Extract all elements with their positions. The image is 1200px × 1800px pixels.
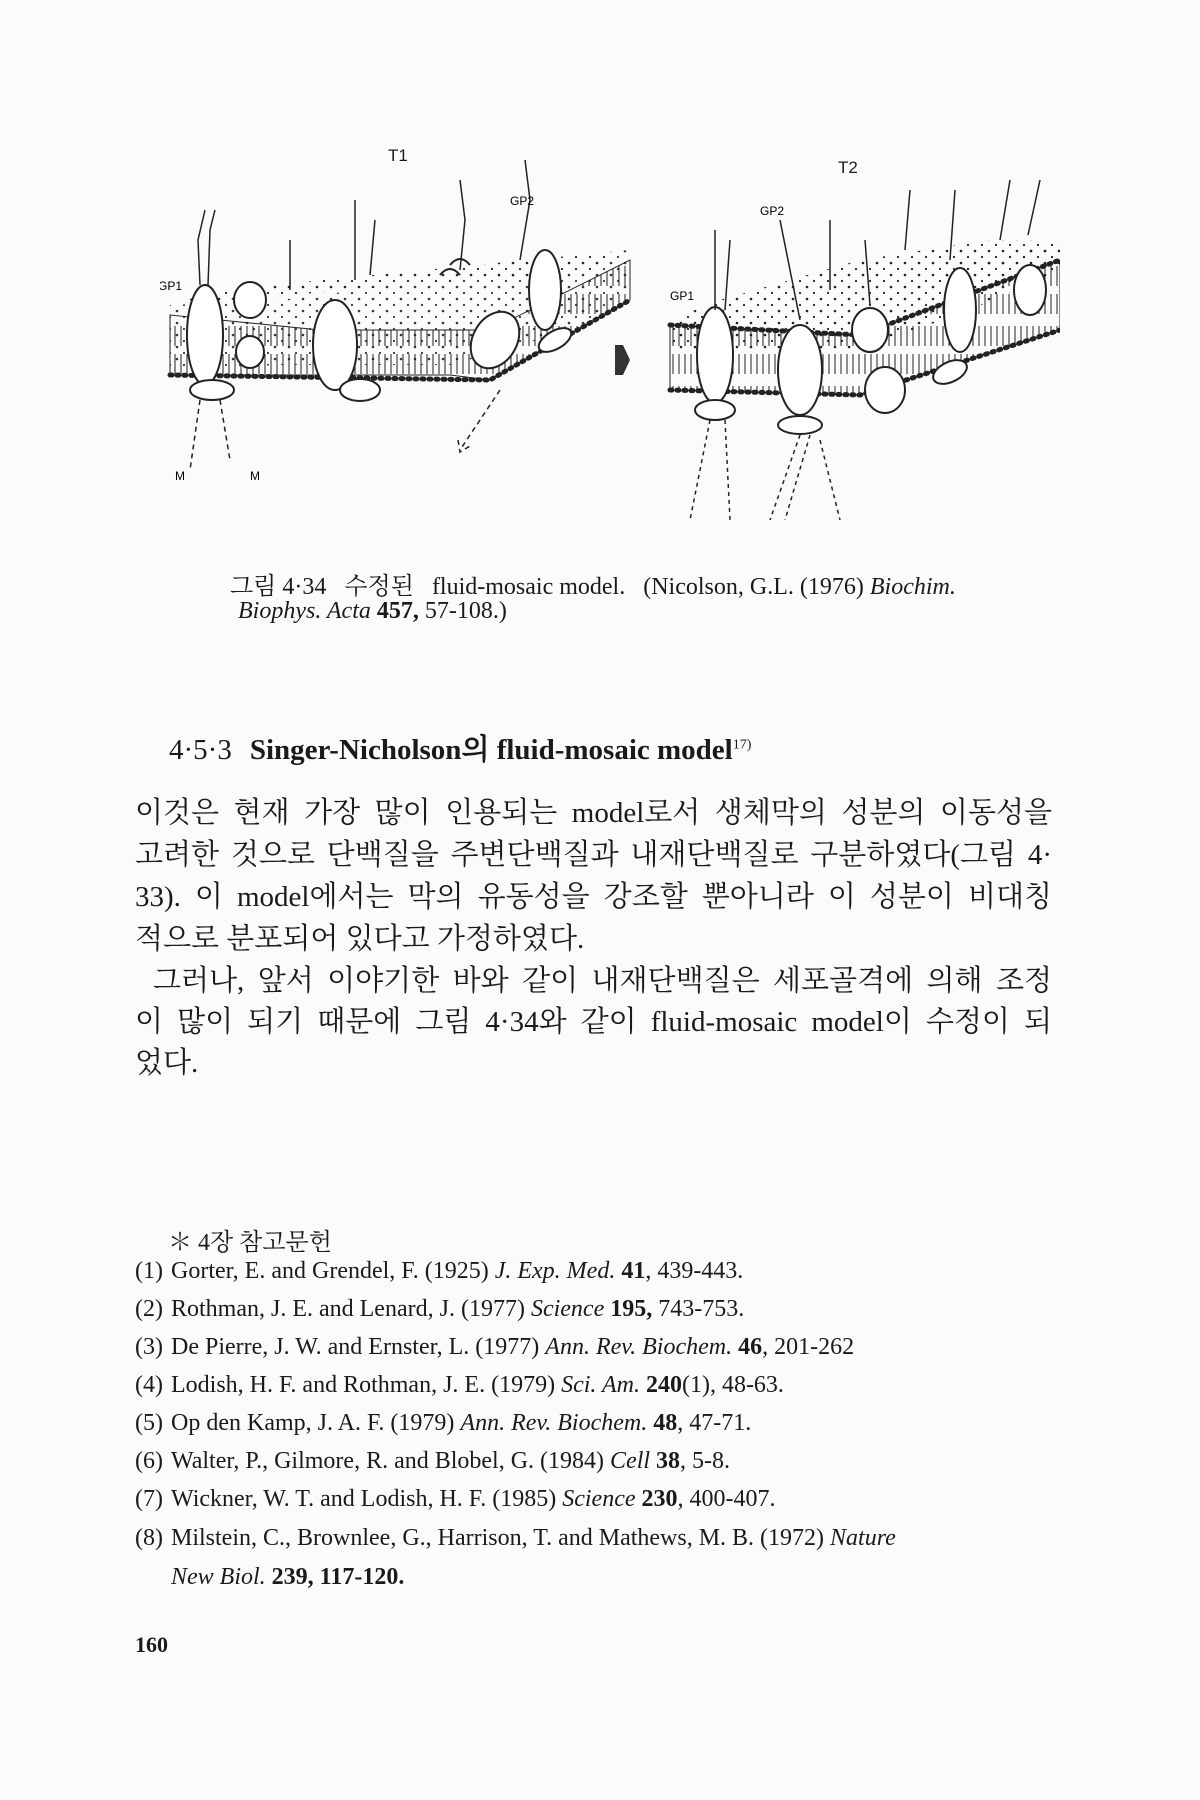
reference-item bbox=[135, 1410, 751, 1437]
figure-caption-line2 bbox=[238, 598, 507, 625]
t1-label: T1 bbox=[388, 146, 408, 165]
ref-authors: De Pierre, J. W. and Ernster, L. (1977) bbox=[171, 1334, 540, 1360]
ref-journal: Science bbox=[562, 1486, 636, 1512]
ref-journal: Science bbox=[530, 1296, 605, 1322]
reference-item bbox=[135, 1448, 730, 1475]
ref-volume: 41 bbox=[621, 1258, 646, 1284]
ref-authors: Gorter, E. and Grendel, F. (1925) bbox=[171, 1258, 489, 1284]
caption-prefix: 그림 4·34 bbox=[230, 574, 327, 600]
ref-volume: 38 bbox=[656, 1448, 681, 1474]
caption-cite: (Nicolson, G.L. (1976) bbox=[643, 574, 864, 600]
ref-authors: Op den Kamp, J. A. F. (1979) bbox=[171, 1410, 455, 1436]
membrane-t1 bbox=[160, 160, 630, 483]
body-line: 이것은 현재 가장 많이 인용되는 model로서 생체막의 성분의 이동성을 bbox=[135, 797, 1052, 829]
ref-authors: Milstein, C., Brownlee, G., Harrison, T. and Mathews, M. B. (1972) bbox=[171, 1525, 825, 1551]
ref-volume: 46 bbox=[738, 1334, 763, 1360]
ref-number: (3) bbox=[135, 1334, 163, 1360]
ref-volume: 48 bbox=[653, 1410, 678, 1436]
ref-authors: Rothman, J. E. and Lenard, J. (1977) bbox=[171, 1296, 525, 1322]
ref-number: (4) bbox=[135, 1372, 163, 1398]
caption-title: 수정된 bbox=[344, 574, 414, 600]
ref-journal: Sci. Am. bbox=[561, 1372, 640, 1398]
ref-number: (8) bbox=[135, 1525, 163, 1551]
body-line: 그러나, 앞서 이야기한 바와 같이 내재단백질은 세포골격에 의해 조정 bbox=[153, 965, 1052, 997]
ref-number: (2) bbox=[135, 1296, 163, 1322]
ref-volume: 195, bbox=[610, 1296, 653, 1322]
reference-item bbox=[135, 1296, 744, 1323]
ref-pages: (1), 48-63. bbox=[681, 1372, 784, 1398]
reference-item bbox=[135, 1334, 854, 1361]
body-line: 적으로 분포되어 있다고 가정하였다. bbox=[135, 923, 585, 955]
transition-arrow-icon bbox=[615, 345, 630, 375]
ref-number: (7) bbox=[135, 1486, 163, 1512]
t2-label: T2 bbox=[838, 158, 858, 177]
section-heading bbox=[169, 727, 751, 768]
gp2-label-t1: GP2 bbox=[510, 194, 535, 208]
ref-authors: Walter, P., Gilmore, R. and Blobel, G. (1984) bbox=[171, 1448, 605, 1474]
caption-journal-cont: Biophys. Acta bbox=[238, 598, 371, 624]
caption-model: fluid-mosaic model. bbox=[431, 574, 626, 600]
ref-pages: , 5-8. bbox=[680, 1448, 731, 1474]
reference-item bbox=[135, 1372, 784, 1399]
body-line: 었다. bbox=[135, 1047, 199, 1079]
ref-journal: Ann. Rev. Biochem. bbox=[545, 1334, 733, 1360]
caption-pages: 57-108.) bbox=[424, 598, 507, 624]
figure-caption bbox=[230, 566, 956, 601]
section-ref-superscript: 17) bbox=[732, 737, 752, 753]
ref-volume: 230 bbox=[641, 1486, 678, 1512]
gp2-label-t2: GP2 bbox=[760, 204, 785, 218]
ref-volume: 240 bbox=[645, 1372, 682, 1398]
ref-authors: Lodish, H. F. and Rothman, J. E. (1979) bbox=[171, 1372, 556, 1398]
ref-journal: New Biol. bbox=[171, 1564, 266, 1590]
ref-pages: , 400-407. bbox=[677, 1486, 776, 1512]
caption-volume: 457, bbox=[376, 598, 419, 624]
gp1-label-t1: GP1 bbox=[160, 279, 183, 293]
page-number: 160 bbox=[135, 1632, 168, 1657]
ref-pages: , 47-71. bbox=[677, 1410, 752, 1436]
membrane-t2 bbox=[670, 180, 1060, 520]
ref-volume-pages: 239, 117-120. bbox=[271, 1564, 405, 1590]
body-line: 33). 이 model에서는 막의 유동성을 강조할 뿐아니라 이 성분이 비대칭 bbox=[135, 881, 1052, 913]
fluid-mosaic-figure bbox=[160, 140, 1060, 560]
ref-journal: J. Exp. Med. bbox=[494, 1258, 616, 1284]
caption-journal: Biochim. bbox=[869, 574, 956, 600]
body-line: 이 많이 되기 때문에 그림 4·34와 같이 fluid-mosaic model이 수정이 되 bbox=[135, 1006, 1052, 1038]
section-number: 4·5·3 bbox=[169, 734, 232, 766]
gp1-label-t2: GP1 bbox=[670, 289, 695, 303]
ref-journal: Nature bbox=[830, 1525, 896, 1551]
body-line: 고려한 것으로 단백질을 주변단백질과 내재단백질로 구분하였다(그림 4· bbox=[135, 839, 1052, 871]
ref-number: (1) bbox=[135, 1258, 163, 1284]
ref-pages: , 439-443. bbox=[645, 1258, 744, 1284]
ref-pages: , 201-262 bbox=[762, 1334, 855, 1360]
membrane-diagram bbox=[160, 140, 1060, 560]
section-title: Singer-Nicholson의 fluid-mosaic model bbox=[249, 734, 733, 766]
m-label-2: M bbox=[250, 469, 260, 483]
ref-pages: 743-753. bbox=[652, 1296, 745, 1322]
m-label-1: M bbox=[175, 469, 185, 483]
ref-number: (5) bbox=[135, 1410, 163, 1436]
references-heading: ＊ 4장 참고문헌 bbox=[168, 1230, 332, 1256]
ref-journal: Cell bbox=[610, 1448, 651, 1474]
ref-authors: Wickner, W. T. and Lodish, H. F. (1985) bbox=[171, 1486, 557, 1512]
ref-number: (6) bbox=[135, 1448, 163, 1474]
ref-journal: Ann. Rev. Biochem. bbox=[460, 1410, 648, 1436]
reference-item bbox=[135, 1258, 743, 1285]
reference-item-8-continued bbox=[171, 1564, 404, 1591]
reference-item bbox=[135, 1525, 896, 1552]
reference-item bbox=[135, 1486, 776, 1513]
